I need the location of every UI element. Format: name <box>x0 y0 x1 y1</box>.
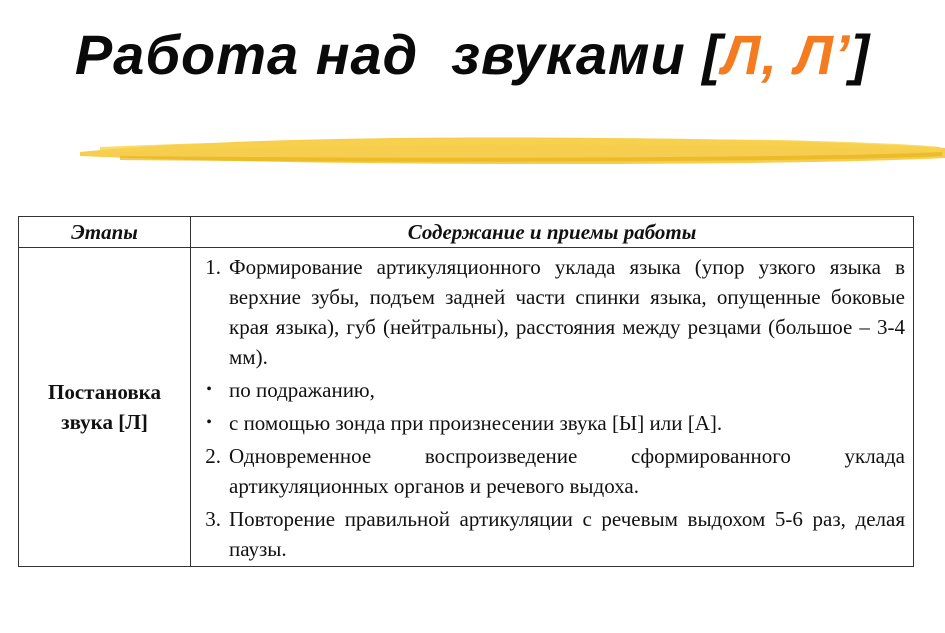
list-item-text: Формирование артикуляционного уклада языка (упор узкого языка в верхние зубы, подъем задней части спинки языка, опущенные боковые края языка), губ (нейтральны), расстояния между резцами (большое – 3-4 мм). <box>229 255 905 369</box>
stage-cell: Постановка звука [Л] <box>19 248 191 567</box>
list-number: 3. <box>205 507 221 531</box>
list-number: 2. <box>205 444 221 468</box>
yellow-brush-stroke <box>80 128 945 176</box>
column-header-stages: Этапы <box>19 217 191 248</box>
bullet-icon: • <box>206 381 212 398</box>
list-item-text: Одновременное воспроизведение сформированного уклада артикуляционных органов и речевого выдоха. <box>229 444 905 498</box>
list-item-text: с помощью зонда при произнесении звука [Ы] или [А]. <box>229 411 723 435</box>
list-item-text: по подражанию, <box>229 378 375 402</box>
list-number: 1. <box>205 255 221 279</box>
table-header-row <box>19 217 914 248</box>
page-title <box>0 22 945 87</box>
list-item <box>197 375 905 405</box>
table-row <box>19 248 914 567</box>
list-item <box>197 252 905 372</box>
list-item <box>197 504 905 564</box>
title-main: Работа над звуками [ <box>74 23 722 86</box>
title-end: ] <box>850 23 871 86</box>
bullet-icon: • <box>206 414 212 431</box>
list-item <box>197 408 905 438</box>
list-item-text: Повторение правильной артикуляции с речевым выдохом 5-6 раз, делая паузы. <box>229 507 905 561</box>
list-item <box>197 441 905 501</box>
title-sounds: Л, Л’ <box>721 23 851 86</box>
column-header-content: Содержание и приемы работы <box>191 217 914 248</box>
work-table <box>18 216 914 567</box>
content-cell <box>191 248 914 567</box>
